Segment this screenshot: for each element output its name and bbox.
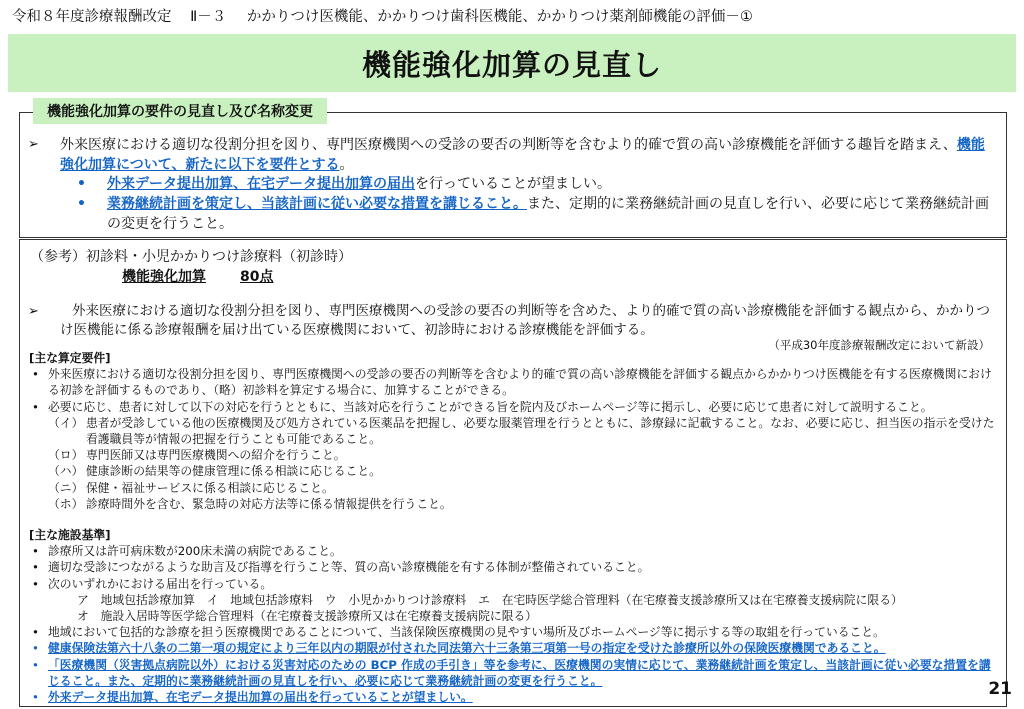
bullet-icon: • [77,196,86,212]
revision-summary [30,135,998,175]
list-item-new: • 外来データ提出加算、在宅データ提出加算の届出を行っていることが望ましい。 [32,690,473,705]
list-item: • 次のいずれかにおける届出を行っている。 [32,576,273,591]
facility-standards-section [29,527,999,705]
sub-list-item: ア 地域包括診療加算 イ 地域包括診療料 ウ 小児かかりつけ診療料 エ 在宅時医学総合管理料（在宅療養支援診療所又は在宅療養支援病院に限る） [77,592,903,607]
list-item: • 適切な受診につながるような助言及び指導を行うこと等、質の高い診療機能を有する体制が整備されていること。 [32,560,650,575]
list-item: （ホ） 診療時間外を含む、緊急時の対応方法等に係る情報提供を行うこと。 [48,496,452,511]
reference-summary [30,302,998,340]
requirement-highlight: 業務継続計画を策定し、当該計画に従い必要な措置を講じること。 [107,196,527,212]
list-item-new: • 「医療機関（災害拠点病院以外）における災害対応のための BCP 作成の手引き」等を参考に、医療機関の実情に応じて、業務継続計画を策定し、当該計画に従い必要な措置を講じること。また、定期的に業務継続計画の見直しを行い、必要に応じて業務継続計画の変更を行うこと。 [32,657,991,688]
page-title: 機能強化加算の見直し [361,47,662,82]
list-item: • 必要に応じ、患者に対して以下の対応を行うとともに、当該対応を行うことができる旨を院内及びホームページ等に掲示し、必要に応じて患者に対して説明すること。 [32,399,933,414]
established-note: （平成30年度診療報酬改定において新設） [768,338,990,352]
list-item: （ニ） 保健・福祉サービスに係る相談に応じること。 [48,480,334,495]
requirement-text: を行っていることが望ましい。 [415,176,611,192]
summary-highlight: 機能強化加算について、新たに以下を要件とする [60,137,985,173]
title-banner [8,34,1016,92]
revision-box-label: 機能強化加算の要件の見直し及び名称変更 [33,98,327,124]
section-title: かかりつけ医機能、かかりつけ歯科医機能、かかりつけ薬剤師機能の評価－① [246,9,753,25]
page-header [12,5,753,26]
fee-item-name: 機能強化加算 [122,269,206,285]
list-item: （ハ） 健康診断の結果等の健康管理に係る相談に応じること。 [48,464,381,479]
requirements-section [29,350,999,512]
bullet-icon: • [77,176,86,192]
fee-item-points: 80点 [240,269,274,285]
sub-list [29,415,999,512]
revision-label: 令和８年度診療報酬改定 [12,9,172,25]
requirement-list [75,174,999,234]
list-item-new: • 健康保険法第六十八条の二第一項の規定により三年以内の期限が付された同法第六十三条第三項第一号の指定を受けた診療所以外の保険医療機関であること。 [32,641,886,656]
summary-end: 。 [339,157,354,173]
reference-heading: （参考）初診料・小児かかりつけ診療料（初診時） [30,249,352,265]
reference-summary-text: 外来医療における適切な役割分担を図り、専門医療機関への受診の要否の判断等を含めた、より的確で質の高い診療機能を評価する観点から、かかりつけ医機能に係る診療報酬を届け出ている医療機関において、初診時における診療機能を評価する。 [60,303,990,338]
requirement-highlight: 外来データ提出加算、在宅データ提出加算の届出 [107,176,415,192]
section-number: Ⅱ－３ [190,9,227,25]
arrow-bullet-icon: ➢ [28,137,39,152]
requirement-text: また、定期的に業務継続計画の見直しを行い、必要に応じて業務継続計画の変更を行うこと。 [107,196,989,232]
fee-item [122,266,273,286]
page-number: 21 [988,679,1012,699]
list-item [75,194,999,234]
list-item: • 地域において包括的な診療を担う医療機関であることについて、当該保険医療機関の見やすい場所及びホームページ等に掲示する等の取組を行っていること。 [32,625,885,640]
arrow-bullet-icon: ➢ [28,304,39,319]
section-heading: [主な算定要件] [29,351,111,365]
summary-text: 外来医療における適切な役割分担を図り、専門医療機関への受診の要否の判断等を含むより的確で質の高い診療機能を評価する趣旨を踏まえ、 [60,137,957,153]
list-item [75,174,999,194]
list-item: • 診療所又は許可病床数が200床未満の病院であること。 [32,544,342,559]
list-item: （イ） 患者が受診している他の医療機関及び処方されている医薬品を把握し、必要な服薬管理を行うとともに、診療録に記載すること。なお、必要に応じ、担当医の指示を受けた看護職員等が情報の把握を行うことも可能であること。 [48,415,995,447]
section-heading: [主な施設基準] [29,528,111,542]
list-item: • 外来医療における適切な役割分担を図り、専門医療機関への受診の要否の判断等を含むより的確で質の高い診療機能を評価する観点からかかりつけ医機能を有する医療機関における初診を評価するものであり、（略）初診料を算定する場合に、加算することができる。 [32,367,992,398]
list-item: （ロ） 専門医師又は専門医療機関への紹介を行うこと。 [48,448,346,463]
sub-list-item: オ 施設入居時等医学総合管理料（在宅療養支援診療所又は在宅療養支援病院に限る） [77,609,538,624]
